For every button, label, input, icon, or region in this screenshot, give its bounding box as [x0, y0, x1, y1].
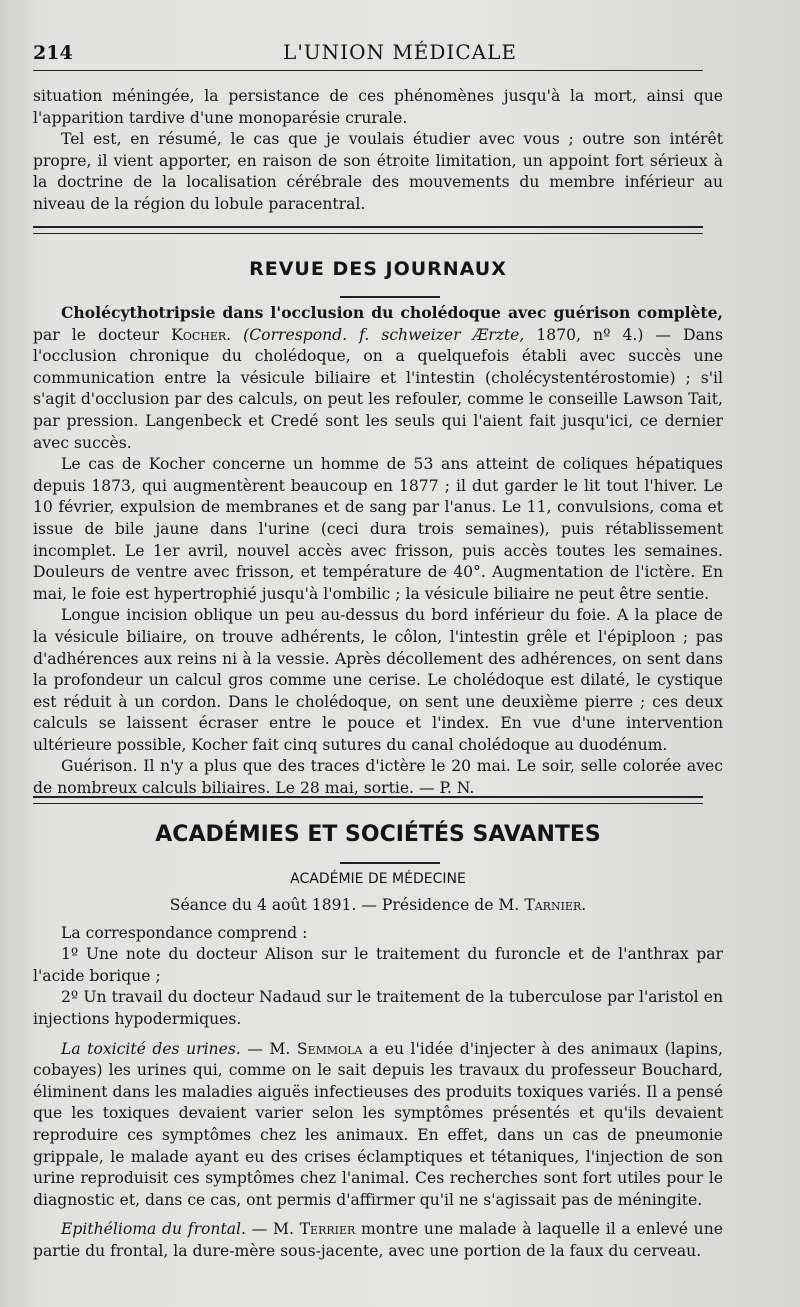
- header-rule: [33, 70, 703, 71]
- toxicite-text: a eu l'idée d'injecter à des animaux (lapins, cobayes) les urines qui, comme on le sait depuis les travaux du professeur Bouchard, éliminent dans les maladies aiguës infectieuses des produits toxiques variés. Il a pensé que les toxiques devaient varier selon les symptômes présentés et qu'ils devaient reproduire ces symptômes chez les animaux. En effet, dans un cas de pneumonie grippale, le malade ayant eu des crises éclamptiques et tétaniques, l'injection de son urine reproduisit ces symptômes chez l'animal. Ces recherches sont fort utiles pour le diagnostic et, dans ce cas, ont permis d'affirmer qu'il ne s'agissait pas de méningite.: [33, 1039, 723, 1209]
- revue-paragraph-3: Longue incision oblique un peu au-dessus du bord inférieur du foie. A la place de la vésicule biliaire, on trouve adhérents, le côlon, l'intestin grêle et l'épiploon ; pas d'adhérences aux reins ni à la vessie. Après décollement des adhérences, on sent dans la profondeur un calcul gros comme une cerise. Le cholédoque est dilaté, le cystique est réduit à un cordon. Dans le cholédoque, on sent une deuxième pierre ; ces deux calculs se laissent écraser entre le pouce et l'index. En vue d'une intervention ultérieure possible, Kocher fait cinq sutures du canal cholédoque au duodénum.: [33, 606, 723, 754]
- terrier-name: Terrier: [299, 1220, 356, 1239]
- revue-section: [33, 258, 723, 800]
- journal-title: L'UNION MÉDICALE: [283, 40, 517, 64]
- toxicite-dash: — M.: [240, 1039, 291, 1058]
- revue-paragraph-1: [33, 302, 723, 454]
- toxicite-paragraph: [33, 1039, 723, 1212]
- revue-paragraph-2: Le cas de Kocher concerne un homme de 53 ans atteint de coliques hépatiques depuis 1873, qui augmentèrent beaucoup en 1877 ; il dut garder le lit tout l'hiver. Le 10 février, expulsion de membranes et de sang par l'anus. Le 11, convulsions, coma et issue de bile jaune dans l'urine (ceci dura trois semaines), puis rétablissement incomplet. Le 1er avril, nouvel accès avec frisson, puis accès toutes les semaines. Douleurs de ventre avec frisson, et température de 40°. Augmentation de l'ictère. En mai, le foie est hypertrophié jusqu'à l'ombilic ; la vésicule biliaire ne peut être sentie.: [33, 455, 723, 603]
- president-name: Tarnier.: [524, 896, 587, 914]
- revue-heading: REVUE DES JOURNAUX: [249, 258, 507, 280]
- toxicite-title: La toxicité des urines.: [61, 1039, 241, 1058]
- intro-paragraph-2: Tel est, en résumé, le cas que je voulais étudier avec vous ; outre son intérêt propre, il vient apporter, en raison de son étroite limitation, un appoint fort sérieux à la doctrine de la localisation cérébrale des mouvements du membre inférieur au niveau de la région du lobule paracentral.: [33, 130, 723, 213]
- academies-heading-rule: [340, 862, 440, 864]
- semmola-name: Semmola: [296, 1039, 363, 1058]
- correspondance-intro: La correspondance comprend :: [61, 923, 308, 942]
- section-rule-2: [33, 796, 703, 804]
- epithelioma-dash: — M.: [245, 1220, 294, 1239]
- intro-section: [33, 86, 723, 216]
- seance-line: [33, 895, 723, 917]
- section-rule-1: [33, 226, 703, 234]
- byline-prefix: par le docteur: [33, 325, 160, 344]
- seance-text: Séance du 4 août 1891. — Présidence de M.: [169, 896, 520, 914]
- epithelioma-paragraph: [33, 1219, 723, 1262]
- revue-paragraph-4: Guérison. Il n'y a plus que des traces d'ictère le 20 mai. Le soir, selle colorée avec de nombreux calculs biliaires. Le 28 mai, sortie. — P. N.: [33, 757, 723, 798]
- article-title: Cholécythotripsie dans l'occlusion du cholédoque avec guérison complète,: [61, 303, 723, 322]
- academies-section: [33, 822, 723, 1263]
- academies-heading: ACADÉMIES ET SOCIÉTÉS SAVANTES: [155, 822, 601, 847]
- correspondance-item-1: 1º Une note du docteur Alison sur le traitement du furoncle et de l'anthrax par l'acide borique ;: [33, 945, 723, 985]
- revue-heading-rule: [340, 296, 440, 298]
- page-number: 214: [33, 42, 73, 64]
- academie-subheading: ACADÉMIE DE MÉDECINE: [290, 871, 466, 887]
- epithelioma-text: montre une malade à laquelle il a enlevé une partie du frontal, la dure-mère sous-jacente, avec une portion de la faux du cerveau.: [33, 1220, 723, 1260]
- epithelioma-title: Epithélioma du frontal.: [61, 1220, 246, 1239]
- correspondance-item-2: 2º Un travail du docteur Nadaud sur le traitement de la tuberculose par l'aristol en injections hypodermiques.: [33, 988, 723, 1028]
- citation: (Correspond. f. schweizer Ærzte,: [243, 325, 525, 344]
- intro-paragraph-1: situation méningée, la persistance de ces phénomènes jusqu'à la mort, ainsi que l'apparition tardive d'une monoparésie crurale.: [33, 87, 723, 127]
- author-name: Kocher.: [171, 325, 232, 344]
- revue-paragraph-1-text: 1870, nº 4.) — Dans l'occlusion chronique du cholédoque, on a quelquefois établi avec succès une communication entre la vésicule biliaire et l'intestin (cholécystentérostomie) ; s'il s'agit d'occlusion par des calculs, on peut les refouler, comme le conseille Lawson Tait, par pression. Langenbeck et Credé sont les seuls qui l'aient fait jusqu'ici, ce dernier avec succès.: [33, 325, 723, 452]
